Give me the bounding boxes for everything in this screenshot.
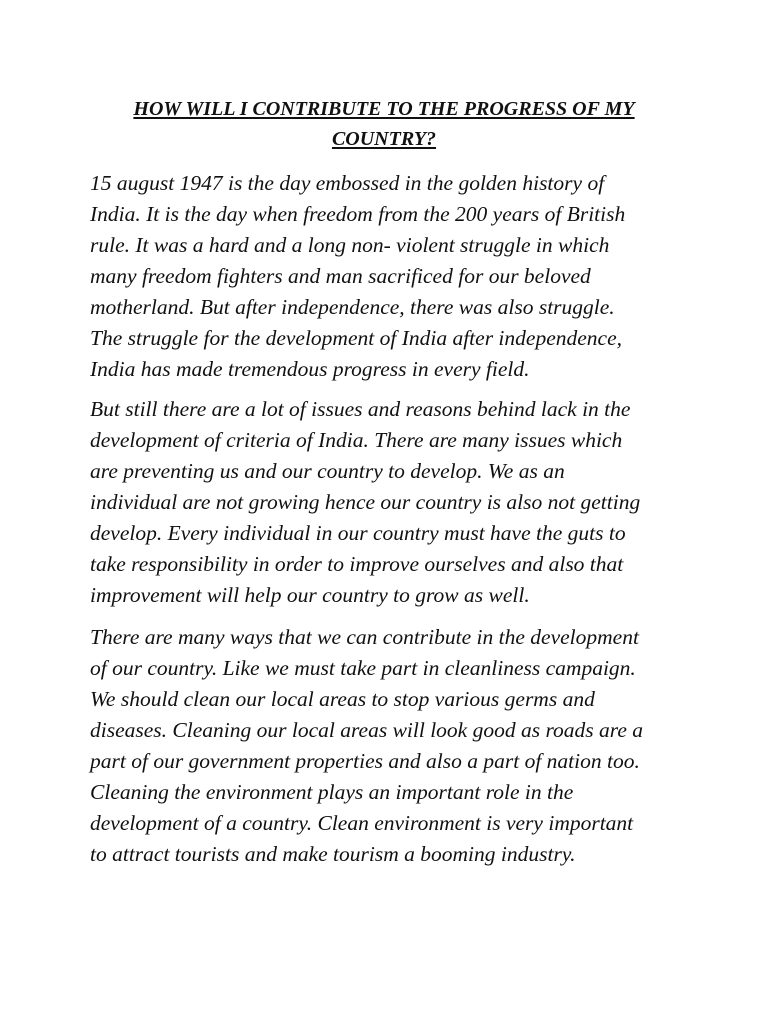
text-line: are preventing us and our country to develop. We as an — [90, 459, 565, 483]
text-line: many freedom fighters and man sacrificed for our beloved — [90, 264, 591, 288]
text-line: to attract tourists and make tourism a booming industry. — [90, 842, 576, 866]
text-line: rule. It was a hard and a long non- violent struggle in which — [90, 233, 610, 257]
text-line: develop. Every individual in our country must have the guts to — [90, 521, 626, 545]
text-line: improvement will help our country to grow as well. — [90, 583, 530, 607]
text-line: But still there are a lot of issues and reasons behind lack in the — [90, 397, 631, 421]
text-line: of our country. Like we must take part in cleanliness campaign. — [90, 656, 636, 680]
title-line: HOW WILL I CONTRIBUTE TO THE PROGRESS OF MY — [133, 98, 635, 120]
paragraph-3 — [90, 622, 720, 870]
text-line: We should clean our local areas to stop various germs and — [90, 687, 595, 711]
text-line: motherland. But after independence, there was also struggle. — [90, 295, 615, 319]
paragraph-1 — [90, 168, 720, 385]
text-line: 15 august 1947 is the day embossed in the golden history of — [90, 171, 605, 195]
text-line: Cleaning the environment plays an important role in the — [90, 780, 574, 804]
text-line: part of our government properties and also a part of nation too. — [90, 749, 640, 773]
title-line: COUNTRY? — [331, 128, 437, 150]
text-line: development of a country. Clean environment is very important — [90, 811, 634, 835]
text-line: diseases. Cleaning our local areas will look good as roads are a — [90, 718, 644, 742]
text-line: The struggle for the development of India after independence, — [90, 326, 622, 350]
text-line: India has made tremendous progress in every field. — [90, 357, 530, 381]
text-line: development of criteria of India. There are many issues which — [90, 428, 623, 452]
text-line: take responsibility in order to improve ourselves and also that — [90, 552, 624, 576]
text-line: There are many ways that we can contribute in the development — [90, 625, 639, 649]
text-line: India. It is the day when freedom from the 200 years of British — [90, 202, 626, 226]
text-line: individual are not growing hence our country is also not getting — [90, 490, 641, 514]
paragraph-2 — [90, 394, 720, 611]
essay-title — [80, 94, 688, 154]
